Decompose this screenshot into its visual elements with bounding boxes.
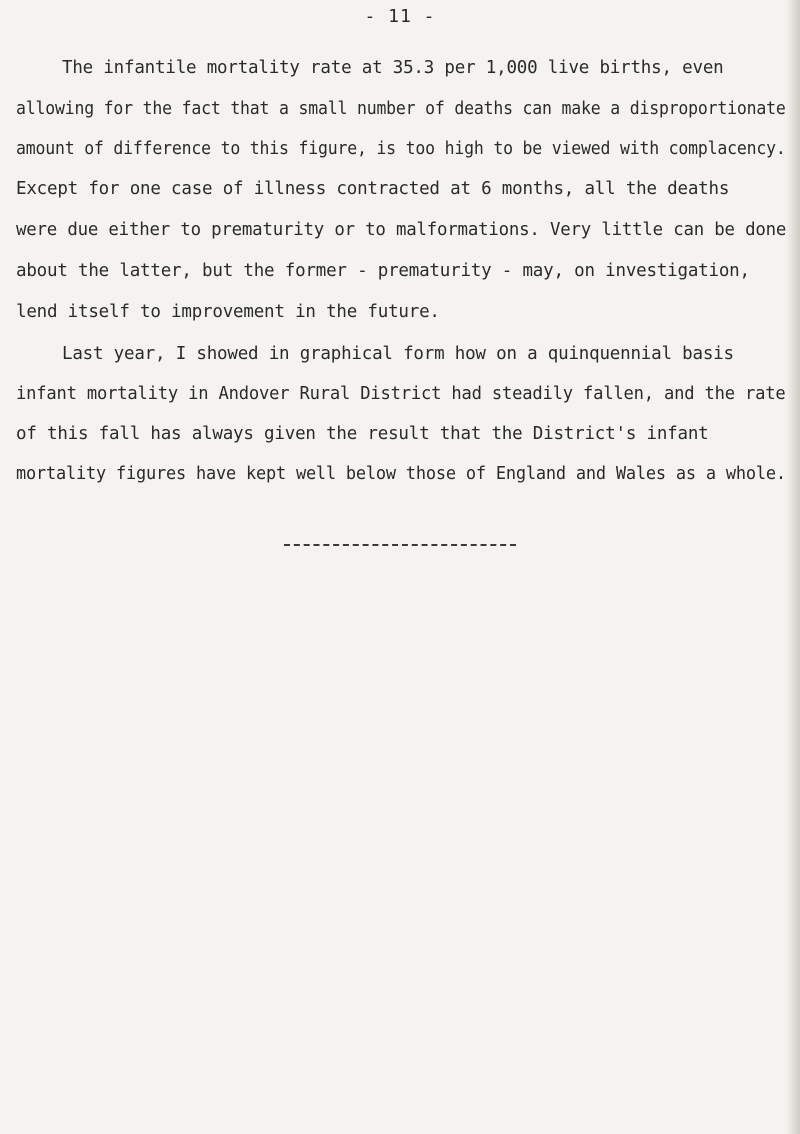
text-line: Last year, I showed in graphical form how on a quinquennial basis bbox=[62, 344, 734, 364]
text-line: infant mortality in Andover Rural District had steadily fallen, and the rate bbox=[16, 384, 786, 404]
text-line: were due either to prematurity or to malformations. Very little can be done bbox=[16, 220, 787, 240]
text-line: allowing for the fact that a small number of deaths can make a disproportionate bbox=[16, 99, 786, 119]
text-line: mortality figures have kept well below those of England and Wales as a whole. bbox=[16, 464, 786, 484]
text-line: about the latter, but the former - prematurity - may, on investigation, bbox=[16, 261, 750, 281]
text-line: lend itself to improvement in the future. bbox=[16, 302, 440, 322]
page-number: - 11 - bbox=[364, 6, 436, 27]
text-line: of this fall has always given the result that the District's infant bbox=[16, 424, 709, 444]
section-divider bbox=[284, 544, 516, 546]
text-line: amount of difference to this figure, is too high to be viewed with complacency. bbox=[16, 139, 786, 159]
page-edge-shadow bbox=[786, 0, 800, 1134]
text-line: Except for one case of illness contracted at 6 months, all the deaths bbox=[16, 179, 730, 199]
text-line: The infantile mortality rate at 35.3 per 1,000 live births, even bbox=[62, 58, 724, 78]
